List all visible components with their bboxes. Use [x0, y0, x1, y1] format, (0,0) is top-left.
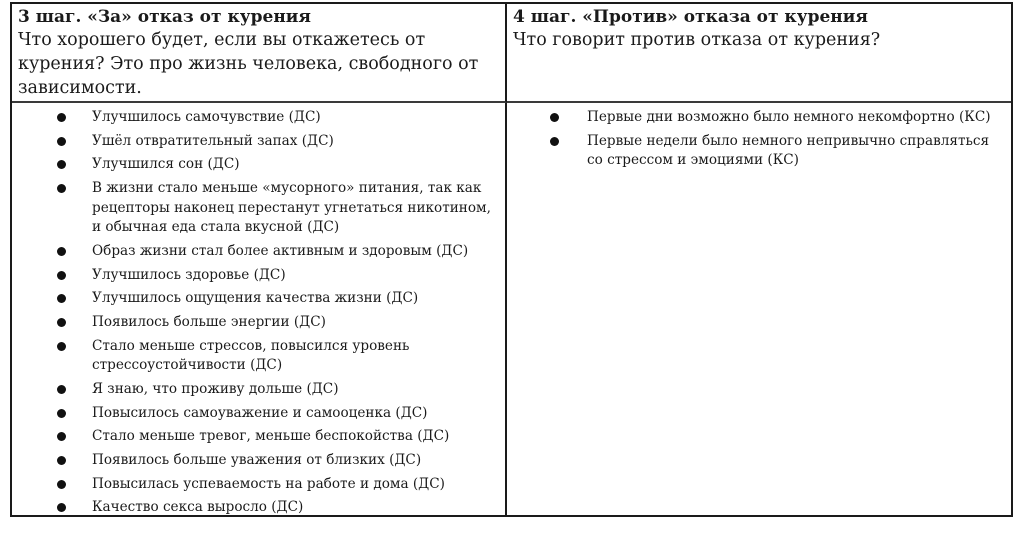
- list-item: [12, 498, 505, 515]
- bullet-icon: [57, 480, 66, 489]
- list-item: [507, 132, 1011, 171]
- list-item-text: Первые дни возможно было немного некомфортно (КС): [587, 109, 991, 125]
- body-cell-cons: [507, 103, 1011, 515]
- list-item: [12, 337, 505, 376]
- list-item-text: Улучшился сон (ДС): [92, 156, 240, 173]
- bullet-icon: [57, 456, 66, 465]
- list-item: [12, 108, 505, 128]
- list-item: [12, 475, 505, 495]
- pros-list: [12, 108, 505, 515]
- list-item-text: Я знаю, что проживу дольше (ДС): [92, 380, 339, 397]
- bullet-icon: [57, 409, 66, 418]
- bullet-icon: [57, 385, 66, 394]
- column-title-cons: 4 шаг. «Против» отказа от курения: [513, 7, 868, 27]
- bullet-icon: [57, 247, 66, 256]
- header-cell-pros: [12, 4, 507, 103]
- list-item-text: Улучшилось здоровье (ДС): [92, 266, 286, 283]
- bullet-icon: [57, 271, 66, 280]
- list-item-text: Повысилась успеваемость на работе и дома (ДС): [92, 475, 445, 492]
- list-item-text: Стало меньше тревог, меньше беспокойства (ДС): [92, 428, 450, 445]
- column-subtitle-pros: Что хорошего будет, если вы откажетесь от курения? Это про жизнь человека, свободного от зависимости.: [18, 30, 479, 98]
- list-item: [12, 266, 505, 286]
- list-item-text: Появилось больше уважения от близких (ДС): [92, 452, 422, 469]
- list-item: [12, 179, 505, 238]
- bullet-icon: [57, 342, 66, 351]
- cons-list: [507, 108, 1011, 171]
- column-title-pros: 3 шаг. «За» отказ от курения: [18, 7, 311, 27]
- list-item-text: Улучшилось ощущения качества жизни (ДС): [92, 290, 419, 307]
- list-item: [12, 242, 505, 262]
- list-item: [12, 289, 505, 309]
- list-item: [12, 427, 505, 447]
- column-subtitle-cons: Что говорит против отказа от курения?: [513, 30, 881, 50]
- bullet-icon: [57, 184, 66, 193]
- bullet-icon: [57, 432, 66, 441]
- list-item: [12, 155, 505, 175]
- list-item-text: Улучшилось самочувствие (ДС): [92, 109, 321, 125]
- bullet-icon: [57, 294, 66, 303]
- list-item-text: Первые недели было немного непривычно справляться со стрессом и эмоциями (КС): [587, 132, 990, 169]
- list-item-text: Образ жизни стал более активным и здоровым (ДС): [92, 242, 469, 259]
- list-item: [12, 404, 505, 424]
- body-cell-pros: [12, 103, 507, 515]
- header-cell-cons: [507, 4, 1011, 103]
- pros-cons-table: [10, 2, 1013, 517]
- bullet-icon: [57, 113, 66, 122]
- list-item: [507, 108, 1011, 128]
- list-item-text: Повысилось самоуважение и самооценка (ДС): [92, 404, 428, 421]
- list-item: [12, 132, 505, 152]
- list-item-text: Ушёл отвратительный запах (ДС): [92, 132, 334, 149]
- bullet-icon: [57, 137, 66, 146]
- list-item-text: Качество секса выросло (ДС): [92, 499, 304, 515]
- list-item-text: Появилось больше энергии (ДС): [92, 314, 326, 330]
- bullet-icon: [57, 318, 66, 327]
- list-item: [12, 313, 505, 333]
- bullet-icon: [57, 160, 66, 169]
- list-item: [12, 380, 505, 400]
- bullet-icon: [57, 503, 66, 512]
- bullet-icon: [550, 137, 559, 146]
- list-item-text: В жизни стало меньше «мусорного» питания, так как рецепторы наконец перестанут угнетаться никотином, и обычная еда стала вкусной (ДС): [92, 180, 491, 236]
- bullet-icon: [550, 113, 559, 122]
- list-item: [12, 451, 505, 471]
- list-item-text: Стало меньше стрессов, повысился уровень стрессоустойчивости (ДС): [92, 337, 410, 374]
